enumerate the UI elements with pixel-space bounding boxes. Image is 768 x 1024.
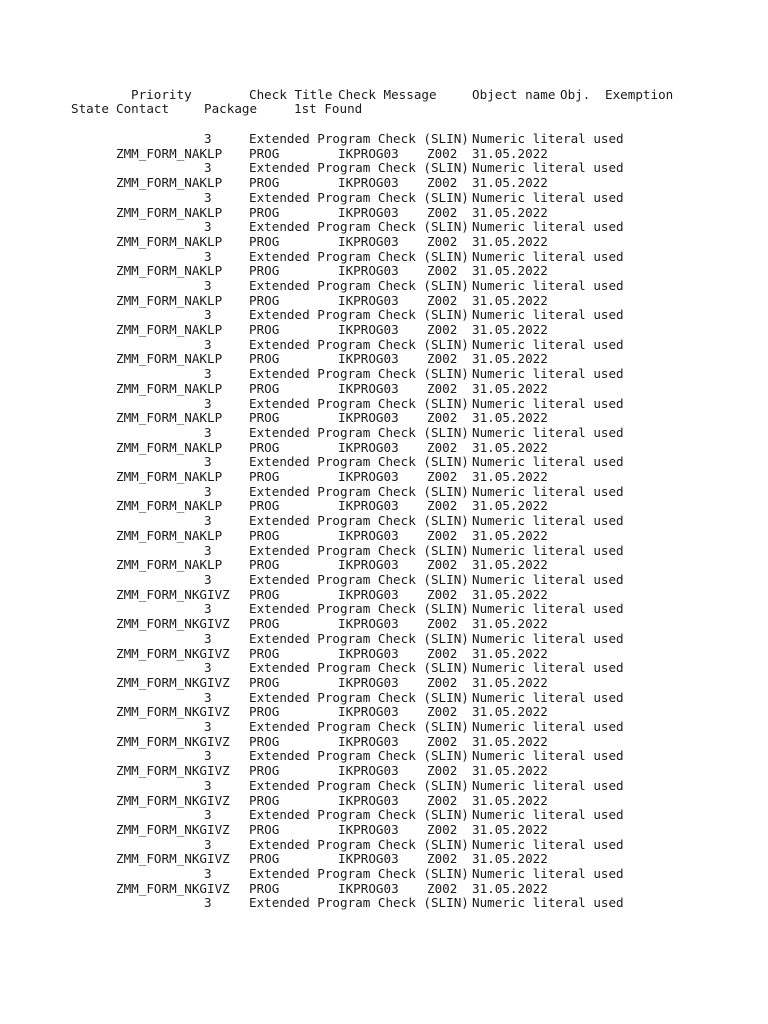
object-name-cell: ZMM_FORM_NAKLP [116, 234, 223, 249]
contact-cell: IKPROG03 [338, 704, 399, 719]
check-message-cell: Numeric literal used [472, 513, 624, 528]
object-type-cell: PROG [249, 322, 280, 337]
object-type-cell: PROG [249, 498, 280, 513]
object-name-cell: ZMM_FORM_NAKLP [116, 263, 223, 278]
first-found-cell: 31.05.2022 [472, 234, 548, 249]
first-found-cell: 31.05.2022 [472, 528, 548, 543]
check-title-cell: Extended Program Check (SLIN) [249, 572, 469, 587]
check-message-cell: Numeric literal used [472, 454, 624, 469]
priority-cell: 3 [204, 807, 212, 822]
priority-cell: 3 [204, 396, 212, 411]
priority-cell: 3 [204, 572, 212, 587]
package-cell: Z002 [427, 734, 458, 749]
contact-cell: IKPROG03 [338, 822, 399, 837]
package-cell: Z002 [427, 616, 458, 631]
first-found-cell: 31.05.2022 [472, 146, 548, 161]
check-title-cell: Extended Program Check (SLIN) [249, 454, 469, 469]
contact-cell: IKPROG03 [338, 851, 399, 866]
first-found-cell: 31.05.2022 [472, 205, 548, 220]
priority-cell: 3 [204, 366, 212, 381]
header-priority: Priority [131, 87, 192, 102]
check-message-cell: Numeric literal used [472, 484, 624, 499]
check-message-cell: Numeric literal used [472, 366, 624, 381]
package-cell: Z002 [427, 498, 458, 513]
object-name-cell: ZMM_FORM_NAKLP [116, 528, 223, 543]
priority-cell: 3 [204, 866, 212, 881]
package-cell: Z002 [427, 175, 458, 190]
check-message-cell: Numeric literal used [472, 748, 624, 763]
header-contact: Contact [116, 101, 170, 116]
contact-cell: IKPROG03 [338, 351, 399, 366]
first-found-cell: 31.05.2022 [472, 351, 548, 366]
object-type-cell: PROG [249, 146, 280, 161]
package-cell: Z002 [427, 851, 458, 866]
package-cell: Z002 [427, 263, 458, 278]
contact-cell: IKPROG03 [338, 293, 399, 308]
contact-cell: IKPROG03 [338, 469, 399, 484]
object-name-cell: ZMM_FORM_NAKLP [116, 557, 223, 572]
package-cell: Z002 [427, 763, 458, 778]
first-found-cell: 31.05.2022 [472, 263, 548, 278]
package-cell: Z002 [427, 557, 458, 572]
package-cell: Z002 [427, 528, 458, 543]
check-title-cell: Extended Program Check (SLIN) [249, 219, 469, 234]
header-check-message: Check Message [338, 87, 437, 102]
header-exemption: Exemption [605, 87, 674, 102]
check-title-cell: Extended Program Check (SLIN) [249, 160, 469, 175]
object-type-cell: PROG [249, 646, 280, 661]
check-title-cell: Extended Program Check (SLIN) [249, 337, 469, 352]
contact-cell: IKPROG03 [338, 528, 399, 543]
check-title-cell: Extended Program Check (SLIN) [249, 366, 469, 381]
priority-cell: 3 [204, 307, 212, 322]
check-title-cell: Extended Program Check (SLIN) [249, 719, 469, 734]
first-found-cell: 31.05.2022 [472, 410, 548, 425]
priority-cell: 3 [204, 601, 212, 616]
priority-cell: 3 [204, 631, 212, 646]
object-name-cell: ZMM_FORM_NKGIVZ [116, 822, 230, 837]
check-title-cell: Extended Program Check (SLIN) [249, 425, 469, 440]
first-found-cell: 31.05.2022 [472, 440, 548, 455]
package-cell: Z002 [427, 675, 458, 690]
object-type-cell: PROG [249, 587, 280, 602]
package-cell: Z002 [427, 469, 458, 484]
first-found-cell: 31.05.2022 [472, 322, 548, 337]
object-name-cell: ZMM_FORM_NKGIVZ [116, 851, 230, 866]
package-cell: Z002 [427, 587, 458, 602]
check-title-cell: Extended Program Check (SLIN) [249, 601, 469, 616]
check-message-cell: Numeric literal used [472, 866, 624, 881]
first-found-cell: 31.05.2022 [472, 381, 548, 396]
first-found-cell: 31.05.2022 [472, 646, 548, 661]
contact-cell: IKPROG03 [338, 793, 399, 808]
check-message-cell: Numeric literal used [472, 837, 624, 852]
object-name-cell: ZMM_FORM_NAKLP [116, 322, 223, 337]
contact-cell: IKPROG03 [338, 234, 399, 249]
contact-cell: IKPROG03 [338, 881, 399, 896]
package-cell: Z002 [427, 646, 458, 661]
check-title-cell: Extended Program Check (SLIN) [249, 690, 469, 705]
check-message-cell: Numeric literal used [472, 572, 624, 587]
object-type-cell: PROG [249, 175, 280, 190]
priority-cell: 3 [204, 660, 212, 675]
priority-cell: 3 [204, 278, 212, 293]
first-found-cell: 31.05.2022 [472, 763, 548, 778]
contact-cell: IKPROG03 [338, 587, 399, 602]
contact-cell: IKPROG03 [338, 734, 399, 749]
object-type-cell: PROG [249, 734, 280, 749]
package-cell: Z002 [427, 293, 458, 308]
priority-cell: 3 [204, 513, 212, 528]
check-message-cell: Numeric literal used [472, 660, 624, 675]
object-name-cell: ZMM_FORM_NAKLP [116, 440, 223, 455]
priority-cell: 3 [204, 337, 212, 352]
header-state: State [71, 101, 109, 116]
object-type-cell: PROG [249, 793, 280, 808]
first-found-cell: 31.05.2022 [472, 793, 548, 808]
object-type-cell: PROG [249, 616, 280, 631]
package-cell: Z002 [427, 881, 458, 896]
object-type-cell: PROG [249, 293, 280, 308]
check-message-cell: Numeric literal used [472, 219, 624, 234]
object-type-cell: PROG [249, 822, 280, 837]
package-cell: Z002 [427, 822, 458, 837]
object-type-cell: PROG [249, 410, 280, 425]
object-name-cell: ZMM_FORM_NKGIVZ [116, 587, 230, 602]
first-found-cell: 31.05.2022 [472, 704, 548, 719]
first-found-cell: 31.05.2022 [472, 469, 548, 484]
object-name-cell: ZMM_FORM_NAKLP [116, 351, 223, 366]
contact-cell: IKPROG03 [338, 263, 399, 278]
header-obj: Obj. [560, 87, 591, 102]
package-cell: Z002 [427, 704, 458, 719]
check-message-cell: Numeric literal used [472, 160, 624, 175]
check-title-cell: Extended Program Check (SLIN) [249, 748, 469, 763]
object-name-cell: ZMM_FORM_NKGIVZ [116, 675, 230, 690]
object-name-cell: ZMM_FORM_NAKLP [116, 175, 223, 190]
object-name-cell: ZMM_FORM_NKGIVZ [116, 763, 230, 778]
check-message-cell: Numeric literal used [472, 778, 624, 793]
check-message-cell: Numeric literal used [472, 278, 624, 293]
package-cell: Z002 [427, 234, 458, 249]
object-type-cell: PROG [249, 851, 280, 866]
priority-cell: 3 [204, 719, 212, 734]
package-cell: Z002 [427, 351, 458, 366]
check-message-cell: Numeric literal used [472, 307, 624, 322]
object-name-cell: ZMM_FORM_NAKLP [116, 146, 223, 161]
header-object-name: Object name [472, 87, 556, 102]
header-first-found: 1st Found [294, 101, 363, 116]
contact-cell: IKPROG03 [338, 205, 399, 220]
first-found-cell: 31.05.2022 [472, 734, 548, 749]
check-title-cell: Extended Program Check (SLIN) [249, 307, 469, 322]
check-message-cell: Numeric literal used [472, 131, 624, 146]
contact-cell: IKPROG03 [338, 175, 399, 190]
check-title-cell: Extended Program Check (SLIN) [249, 631, 469, 646]
object-name-cell: ZMM_FORM_NAKLP [116, 410, 223, 425]
check-title-cell: Extended Program Check (SLIN) [249, 660, 469, 675]
check-message-cell: Numeric literal used [472, 425, 624, 440]
first-found-cell: 31.05.2022 [472, 175, 548, 190]
package-cell: Z002 [427, 440, 458, 455]
first-found-cell: 31.05.2022 [472, 881, 548, 896]
check-title-cell: Extended Program Check (SLIN) [249, 543, 469, 558]
priority-cell: 3 [204, 454, 212, 469]
object-name-cell: ZMM_FORM_NAKLP [116, 293, 223, 308]
check-title-cell: Extended Program Check (SLIN) [249, 249, 469, 264]
object-type-cell: PROG [249, 528, 280, 543]
check-title-cell: Extended Program Check (SLIN) [249, 513, 469, 528]
check-message-cell: Numeric literal used [472, 807, 624, 822]
priority-cell: 3 [204, 219, 212, 234]
first-found-cell: 31.05.2022 [472, 616, 548, 631]
first-found-cell: 31.05.2022 [472, 498, 548, 513]
check-message-cell: Numeric literal used [472, 396, 624, 411]
object-name-cell: ZMM_FORM_NKGIVZ [116, 793, 230, 808]
priority-cell: 3 [204, 160, 212, 175]
header-package: Package [204, 101, 258, 116]
contact-cell: IKPROG03 [338, 616, 399, 631]
check-message-cell: Numeric literal used [472, 337, 624, 352]
check-title-cell: Extended Program Check (SLIN) [249, 807, 469, 822]
object-type-cell: PROG [249, 469, 280, 484]
check-message-cell: Numeric literal used [472, 631, 624, 646]
object-name-cell: ZMM_FORM_NKGIVZ [116, 734, 230, 749]
check-message-cell: Numeric literal used [472, 601, 624, 616]
object-name-cell: ZMM_FORM_NKGIVZ [116, 616, 230, 631]
object-type-cell: PROG [249, 675, 280, 690]
object-name-cell: ZMM_FORM_NAKLP [116, 469, 223, 484]
contact-cell: IKPROG03 [338, 440, 399, 455]
package-cell: Z002 [427, 410, 458, 425]
check-title-cell: Extended Program Check (SLIN) [249, 778, 469, 793]
object-name-cell: ZMM_FORM_NKGIVZ [116, 881, 230, 896]
check-message-cell: Numeric literal used [472, 690, 624, 705]
package-cell: Z002 [427, 793, 458, 808]
object-type-cell: PROG [249, 351, 280, 366]
priority-cell: 3 [204, 131, 212, 146]
object-name-cell: ZMM_FORM_NAKLP [116, 205, 223, 220]
contact-cell: IKPROG03 [338, 557, 399, 572]
priority-cell: 3 [204, 895, 212, 910]
object-type-cell: PROG [249, 205, 280, 220]
contact-cell: IKPROG03 [338, 146, 399, 161]
check-title-cell: Extended Program Check (SLIN) [249, 866, 469, 881]
priority-cell: 3 [204, 690, 212, 705]
first-found-cell: 31.05.2022 [472, 557, 548, 572]
first-found-cell: 31.05.2022 [472, 822, 548, 837]
check-message-cell: Numeric literal used [472, 190, 624, 205]
priority-cell: 3 [204, 425, 212, 440]
object-name-cell: ZMM_FORM_NKGIVZ [116, 704, 230, 719]
priority-cell: 3 [204, 484, 212, 499]
check-message-cell: Numeric literal used [472, 543, 624, 558]
check-message-cell: Numeric literal used [472, 719, 624, 734]
object-type-cell: PROG [249, 763, 280, 778]
check-title-cell: Extended Program Check (SLIN) [249, 484, 469, 499]
check-message-cell: Numeric literal used [472, 249, 624, 264]
contact-cell: IKPROG03 [338, 646, 399, 661]
first-found-cell: 31.05.2022 [472, 293, 548, 308]
priority-cell: 3 [204, 190, 212, 205]
priority-cell: 3 [204, 837, 212, 852]
check-message-cell: Numeric literal used [472, 895, 624, 910]
object-type-cell: PROG [249, 881, 280, 896]
check-title-cell: Extended Program Check (SLIN) [249, 278, 469, 293]
object-type-cell: PROG [249, 381, 280, 396]
check-title-cell: Extended Program Check (SLIN) [249, 190, 469, 205]
object-type-cell: PROG [249, 234, 280, 249]
package-cell: Z002 [427, 381, 458, 396]
priority-cell: 3 [204, 748, 212, 763]
package-cell: Z002 [427, 146, 458, 161]
check-title-cell: Extended Program Check (SLIN) [249, 131, 469, 146]
contact-cell: IKPROG03 [338, 322, 399, 337]
object-type-cell: PROG [249, 263, 280, 278]
package-cell: Z002 [427, 205, 458, 220]
contact-cell: IKPROG03 [338, 675, 399, 690]
check-title-cell: Extended Program Check (SLIN) [249, 396, 469, 411]
header-check-title: Check Title [249, 87, 333, 102]
priority-cell: 3 [204, 543, 212, 558]
check-title-cell: Extended Program Check (SLIN) [249, 837, 469, 852]
check-title-cell: Extended Program Check (SLIN) [249, 895, 469, 910]
object-name-cell: ZMM_FORM_NKGIVZ [116, 646, 230, 661]
object-type-cell: PROG [249, 704, 280, 719]
package-cell: Z002 [427, 322, 458, 337]
contact-cell: IKPROG03 [338, 381, 399, 396]
contact-cell: IKPROG03 [338, 763, 399, 778]
contact-cell: IKPROG03 [338, 498, 399, 513]
first-found-cell: 31.05.2022 [472, 675, 548, 690]
object-type-cell: PROG [249, 557, 280, 572]
first-found-cell: 31.05.2022 [472, 851, 548, 866]
first-found-cell: 31.05.2022 [472, 587, 548, 602]
priority-cell: 3 [204, 778, 212, 793]
object-type-cell: PROG [249, 440, 280, 455]
object-name-cell: ZMM_FORM_NAKLP [116, 498, 223, 513]
priority-cell: 3 [204, 249, 212, 264]
contact-cell: IKPROG03 [338, 410, 399, 425]
object-name-cell: ZMM_FORM_NAKLP [116, 381, 223, 396]
